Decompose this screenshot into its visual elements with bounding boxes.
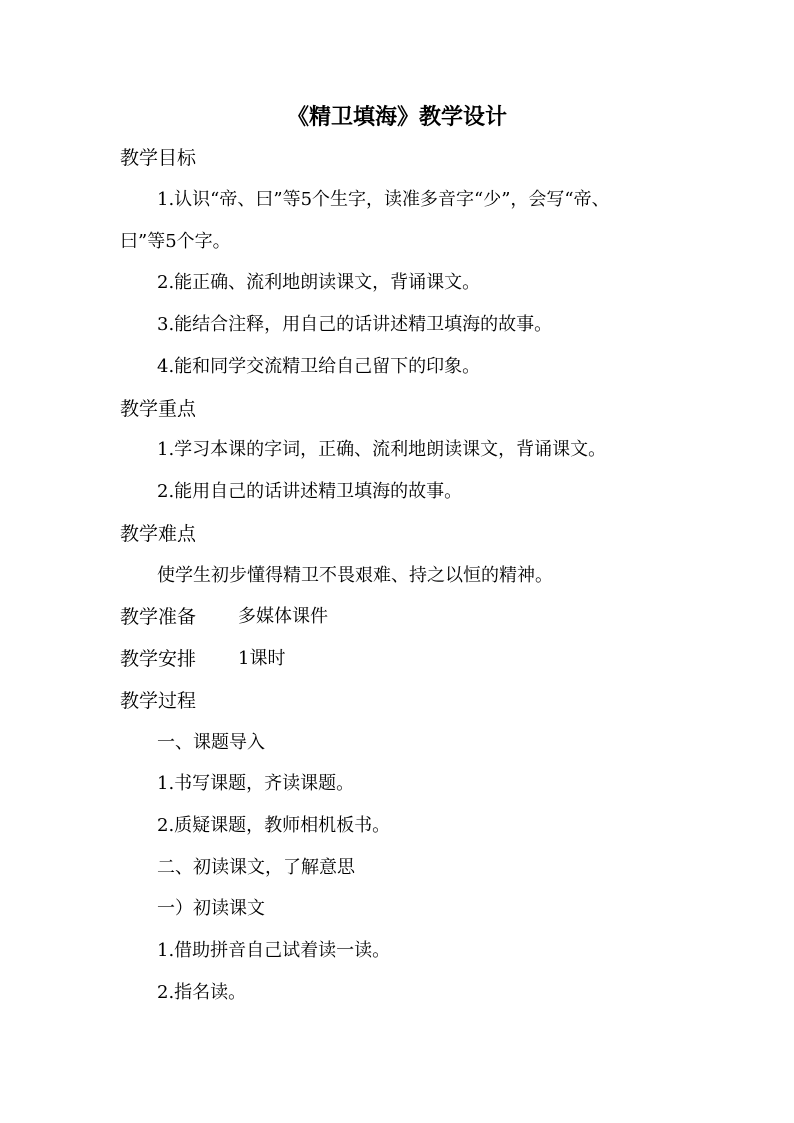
process-heading: 教学过程 <box>120 690 197 712</box>
goal-item-1-line-1: 1.认识“帝、曰”等5个生字，读准多音字“少”，会写“帝、 <box>157 189 610 210</box>
process-section-2: 二、初读课文，了解意思 <box>157 857 355 878</box>
preparation-value: 多媒体课件 <box>238 606 328 627</box>
process-sub1-item-2: 2.指名读。 <box>157 982 247 1003</box>
document-title: 《精卫填海》教学设计 <box>286 105 507 130</box>
process-sub1-item-1: 1.借助拼音自己试着读一读。 <box>157 940 391 961</box>
process-section-1: 一、课题导入 <box>157 732 265 753</box>
schedule-value: 1课时 <box>238 648 286 669</box>
goal-item-2: 2.能正确、流利地朗读课文，背诵课文。 <box>157 272 481 293</box>
key-point-item-1: 1.学习本课的字词，正确、流利地朗读课文，背诵课文。 <box>157 439 607 460</box>
process-s1-item-1: 1.书写课题，齐读课题。 <box>157 773 355 794</box>
process-sub-1: 一）初读课文 <box>157 898 265 919</box>
difficulties-text: 使学生初步懂得精卫不畏艰难、持之以恒的精神。 <box>157 565 553 586</box>
schedule-heading: 教学安排 <box>120 648 197 670</box>
process-s1-item-2: 2.质疑课题，教师相机板书。 <box>157 815 391 836</box>
goals-heading: 教学目标 <box>120 147 197 169</box>
preparation-heading: 教学准备 <box>120 606 197 628</box>
goal-item-4: 4.能和同学交流精卫给自己留下的印象。 <box>157 356 481 377</box>
key-points-heading: 教学重点 <box>120 398 197 420</box>
goal-item-1-line-2: 曰”等5个字。 <box>120 231 231 252</box>
difficulties-heading: 教学难点 <box>120 523 197 545</box>
key-point-item-2: 2.能用自己的话讲述精卫填海的故事。 <box>157 481 463 502</box>
goal-item-3: 3.能结合注释，用自己的话讲述精卫填海的故事。 <box>157 314 553 335</box>
